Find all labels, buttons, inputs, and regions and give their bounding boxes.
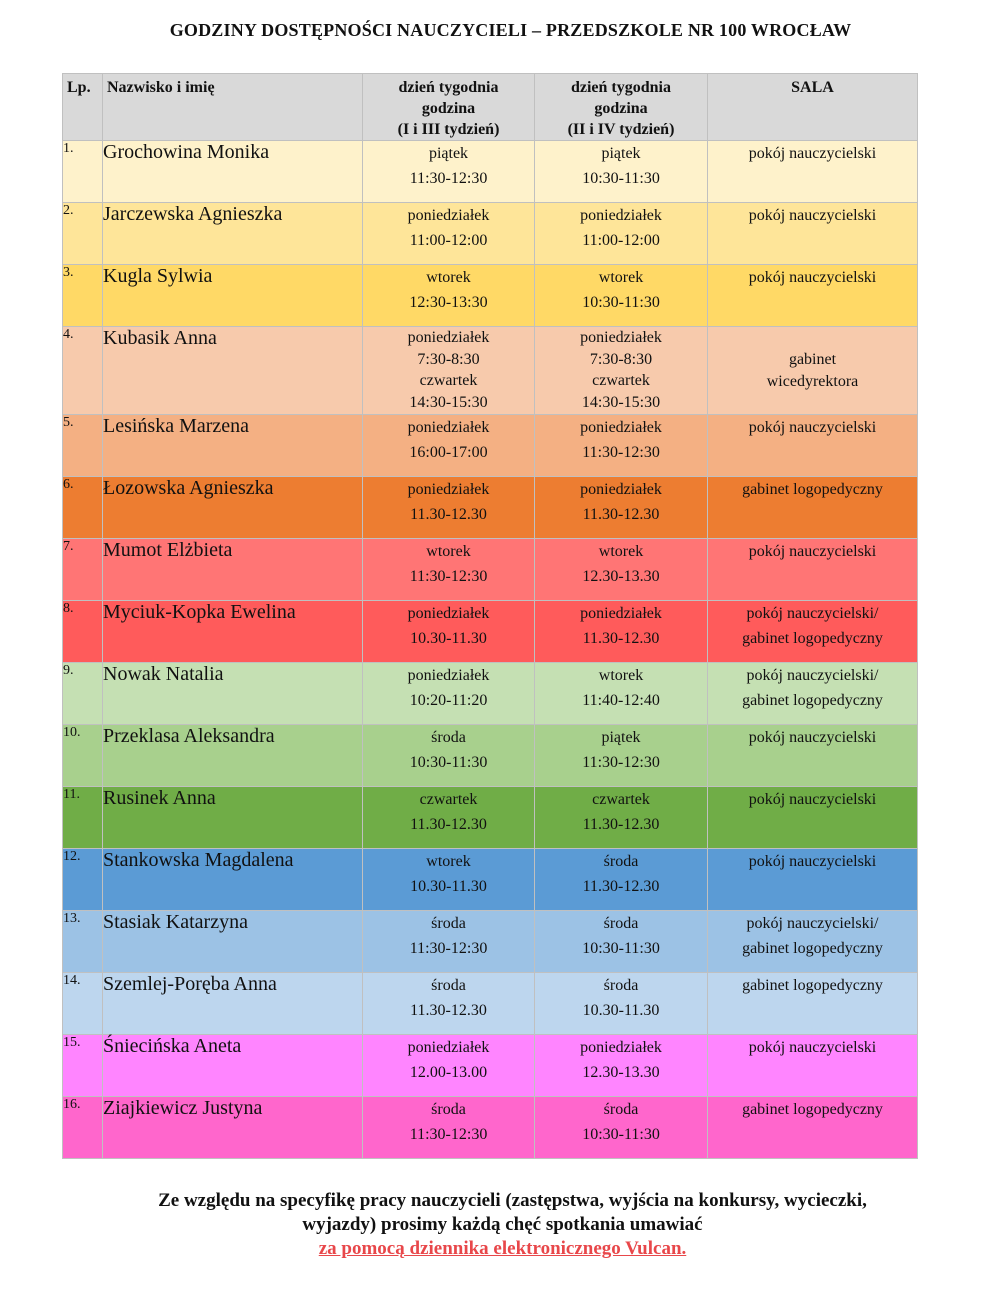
- room-line: gabinet: [788, 350, 837, 368]
- slot-line: poniedziałek: [580, 605, 662, 622]
- slot-week-1-3: [363, 663, 535, 725]
- slot-line: środa: [431, 977, 466, 994]
- slot-week-2-4: [535, 1035, 708, 1097]
- slot-line: 10:30-11:30: [582, 170, 660, 187]
- slot-line: 11:30-12:30: [409, 1126, 488, 1143]
- header-room: SALA: [708, 74, 918, 141]
- table-row: [63, 725, 918, 787]
- header-day1-line: dzień tygodnia: [398, 79, 499, 96]
- slot-line: 11.30-12.30: [410, 816, 487, 833]
- slot-line: poniedziałek: [407, 605, 490, 622]
- teacher-name: Stasiak Katarzyna: [103, 911, 363, 973]
- table-row: [63, 539, 918, 601]
- slot-week-2-4: [535, 725, 708, 787]
- teacher-name: Śniecińska Aneta: [103, 1035, 363, 1097]
- header-day1-line: godzina: [421, 100, 476, 117]
- slot-line: 10:30-11:30: [582, 940, 660, 957]
- table-row: [63, 141, 918, 203]
- slot-line: 14:30-15:30: [409, 393, 488, 411]
- slot-week-2-4: [535, 539, 708, 601]
- room: [708, 1097, 918, 1159]
- row-number: 15.: [63, 1035, 103, 1097]
- page-title: GODZINY DOSTĘPNOŚCI NAUCZYCIELI – PRZEDSZKOLE NR 100 WROCŁAW: [169, 20, 852, 40]
- slot-line: czwartek: [419, 791, 478, 808]
- table-row: [63, 787, 918, 849]
- row-number: 9.: [63, 663, 103, 725]
- room-line: wicedyrektora: [766, 372, 859, 390]
- slot-line: poniedziałek: [407, 329, 490, 346]
- row-number: 3.: [63, 265, 103, 327]
- room: [708, 539, 918, 601]
- slot-line: poniedziałek: [580, 207, 662, 224]
- teacher-name: Stankowska Magdalena: [103, 849, 363, 911]
- slot-week-2-4: [535, 141, 708, 203]
- slot-line: 11:00-12:00: [582, 232, 660, 249]
- slot-line: 7:30-8:30: [589, 350, 653, 368]
- table-row: [63, 849, 918, 911]
- slot-line: poniedziałek: [580, 481, 662, 498]
- table-row: [63, 1035, 918, 1097]
- teacher-name: Szemlej-Poręba Anna: [103, 973, 363, 1035]
- slot-line: środa: [431, 915, 466, 932]
- slot-line: poniedziałek: [407, 419, 490, 436]
- slot-line: 10.30-11.30: [410, 878, 487, 895]
- slot-week-1-3: [363, 327, 535, 415]
- vulcan-link[interactable]: za pomocą dziennika elektronicznego Vulcan.: [318, 1238, 687, 1259]
- row-number: 13.: [63, 911, 103, 973]
- row-number: 6.: [63, 477, 103, 539]
- header-day2-line: dzień tygodnia: [570, 79, 671, 96]
- row-number: 2.: [63, 203, 103, 265]
- room-line: pokój nauczycielski/: [746, 915, 879, 932]
- row-number: 14.: [63, 973, 103, 1035]
- table-row: [63, 973, 918, 1035]
- teacher-name: Kugla Sylwia: [103, 265, 363, 327]
- room-line: gabinet logopedyczny: [742, 481, 883, 498]
- room-line: pokój nauczycielski: [748, 269, 877, 286]
- header-day2-line: godzina: [594, 100, 648, 117]
- room: [708, 477, 918, 539]
- table-row: [63, 1097, 918, 1159]
- slot-week-2-4: [535, 911, 708, 973]
- slot-week-1-3: [363, 539, 535, 601]
- table-row: [63, 203, 918, 265]
- slot-line: piątek: [601, 145, 641, 162]
- room-line: pokój nauczycielski: [748, 853, 877, 870]
- slot-line: poniedziałek: [407, 481, 490, 498]
- teacher-name: Przeklasa Aleksandra: [103, 725, 363, 787]
- slot-line: wtorek: [598, 543, 644, 560]
- slot-line: 11.30-12.30: [582, 816, 660, 833]
- table-header-row: [63, 74, 918, 141]
- table-row: [63, 327, 918, 415]
- slot-week-1-3: [363, 141, 535, 203]
- teacher-name: Mumot Elżbieta: [103, 539, 363, 601]
- slot-week-2-4: [535, 787, 708, 849]
- room-line: pokój nauczycielski/: [746, 605, 879, 622]
- slot-line: 10:30-11:30: [582, 294, 660, 311]
- slot-line: 11:30-12:30: [409, 170, 488, 187]
- teacher-name: Łozowska Agnieszka: [103, 477, 363, 539]
- slot-line: 10.30-11.30: [582, 1002, 660, 1019]
- slot-week-2-4: [535, 477, 708, 539]
- room: [708, 415, 918, 477]
- slot-line: środa: [603, 853, 639, 870]
- slot-line: poniedziałek: [407, 1039, 490, 1056]
- row-number: 4.: [63, 327, 103, 415]
- header-name: Nazwisko i imię: [103, 74, 363, 141]
- room-line: pokój nauczycielski: [748, 207, 877, 224]
- slot-line: 11:30-12:30: [582, 754, 660, 771]
- note-line-2: wyjazdy) prosimy każdą chęć spotkania umawiać: [302, 1214, 703, 1235]
- room: [708, 787, 918, 849]
- slot-line: 7:30-8:30: [417, 350, 480, 368]
- slot-week-1-3: [363, 203, 535, 265]
- room-line: gabinet logopedyczny: [742, 692, 883, 709]
- slot-week-1-3: [363, 849, 535, 911]
- room-line: pokój nauczycielski: [748, 145, 877, 162]
- slot-line: 10.30-11.30: [410, 630, 487, 647]
- room-line: pokój nauczycielski: [748, 543, 877, 560]
- slot-line: piątek: [428, 145, 469, 162]
- slot-line: czwartek: [419, 372, 478, 389]
- slot-line: poniedziałek: [580, 329, 662, 346]
- teacher-name: Myciuk-Kopka Ewelina: [103, 601, 363, 663]
- teacher-name: Rusinek Anna: [103, 787, 363, 849]
- slot-line: 11.30-12.30: [582, 630, 660, 647]
- slot-week-1-3: [363, 725, 535, 787]
- slot-line: 12.00-13.00: [409, 1064, 488, 1081]
- slot-line: poniedziałek: [407, 667, 490, 684]
- room: [708, 601, 918, 663]
- slot-line: wtorek: [598, 667, 644, 684]
- slot-week-1-3: [363, 415, 535, 477]
- slot-line: 11:30-12:30: [409, 568, 488, 585]
- slot-line: 11.30-12.30: [410, 1002, 487, 1019]
- room-line: pokój nauczycielski: [748, 791, 877, 808]
- teacher-name: Ziajkiewicz Justyna: [103, 1097, 363, 1159]
- room-line: pokój nauczycielski: [748, 1039, 877, 1056]
- room: [708, 663, 918, 725]
- slot-week-2-4: [535, 663, 708, 725]
- slot-line: wtorek: [426, 269, 471, 286]
- slot-line: czwartek: [592, 372, 650, 389]
- slot-line: 16:00-17:00: [409, 444, 488, 461]
- slot-line: środa: [603, 1101, 639, 1118]
- room: [708, 911, 918, 973]
- header-day-week-1-3: [363, 74, 535, 141]
- room: [708, 1035, 918, 1097]
- slot-line: środa: [431, 729, 466, 746]
- slot-line: 14:30-15:30: [581, 393, 661, 411]
- slot-week-1-3: [363, 601, 535, 663]
- header-day-week-2-4: [535, 74, 708, 141]
- header-lp: Lp.: [63, 74, 103, 141]
- slot-week-1-3: [363, 477, 535, 539]
- room: [708, 725, 918, 787]
- slot-line: 12.30-13.30: [582, 568, 660, 585]
- slot-week-2-4: [535, 1097, 708, 1159]
- slot-line: 10:30-11:30: [409, 754, 488, 771]
- teacher-name: Jarczewska Agnieszka: [103, 203, 363, 265]
- teacher-name: Kubasik Anna: [103, 327, 363, 415]
- slot-week-2-4: [535, 849, 708, 911]
- slot-line: piątek: [601, 729, 641, 746]
- room: [708, 327, 918, 415]
- slot-line: środa: [603, 915, 639, 932]
- slot-week-2-4: [535, 415, 708, 477]
- slot-line: 11:30-12:30: [409, 940, 488, 957]
- slot-week-1-3: [363, 973, 535, 1035]
- slot-line: wtorek: [426, 543, 471, 560]
- slot-line: 12:30-13:30: [409, 294, 488, 311]
- slot-line: środa: [431, 1101, 466, 1118]
- room: [708, 973, 918, 1035]
- slot-week-1-3: [363, 265, 535, 327]
- slot-week-1-3: [363, 787, 535, 849]
- room-line: gabinet logopedyczny: [742, 1101, 883, 1118]
- table-row: [63, 663, 918, 725]
- slot-week-1-3: [363, 1097, 535, 1159]
- table-row: [63, 477, 918, 539]
- header-day1-line: (I i III tydzień): [397, 121, 500, 138]
- teacher-name: Grochowina Monika: [103, 141, 363, 203]
- slot-line: 10:20-11:20: [409, 692, 488, 709]
- room-line: pokój nauczycielski: [748, 419, 877, 436]
- row-number: 10.: [63, 725, 103, 787]
- slot-week-2-4: [535, 973, 708, 1035]
- row-number: 5.: [63, 415, 103, 477]
- room-line: pokój nauczycielski/: [746, 667, 879, 684]
- room: [708, 141, 918, 203]
- slot-line: 11.30-12.30: [410, 506, 487, 523]
- slot-line: poniedziałek: [580, 1039, 662, 1056]
- slot-week-1-3: [363, 911, 535, 973]
- note-line-1: Ze względu na specyfikę pracy nauczycieli (zastępstwa, wyjścia na konkursy, wycieczki,: [158, 1190, 867, 1211]
- row-number: 12.: [63, 849, 103, 911]
- row-number: 16.: [63, 1097, 103, 1159]
- teacher-name: Lesińska Marzena: [103, 415, 363, 477]
- room: [708, 265, 918, 327]
- slot-line: wtorek: [598, 269, 644, 286]
- slot-line: 11.30-12.30: [582, 878, 660, 895]
- footer-note: [0, 1189, 1005, 1261]
- header-day2-line: (II i IV tydzień): [567, 121, 675, 138]
- teacher-name: Nowak Natalia: [103, 663, 363, 725]
- room-line: pokój nauczycielski: [748, 729, 877, 746]
- slot-line: czwartek: [592, 791, 650, 808]
- room-line: gabinet logopedyczny: [742, 977, 883, 994]
- row-number: 11.: [63, 787, 103, 849]
- room: [708, 849, 918, 911]
- table-row: [63, 415, 918, 477]
- slot-week-2-4: [535, 265, 708, 327]
- room-line: gabinet logopedyczny: [742, 630, 883, 647]
- slot-line: 10:30-11:30: [582, 1126, 660, 1143]
- slot-week-2-4: [535, 601, 708, 663]
- slot-line: 11.30-12.30: [582, 506, 660, 523]
- slot-line: 11:30-12:30: [582, 444, 660, 461]
- slot-week-2-4: [535, 203, 708, 265]
- slot-week-2-4: [535, 327, 708, 415]
- slot-line: poniedziałek: [407, 207, 490, 224]
- room: [708, 203, 918, 265]
- row-number: 7.: [63, 539, 103, 601]
- slot-line: 11:40-12:40: [582, 692, 660, 709]
- slot-week-1-3: [363, 1035, 535, 1097]
- availability-table: [62, 73, 918, 1159]
- room-line: gabinet logopedyczny: [742, 940, 883, 957]
- table-row: [63, 265, 918, 327]
- slot-line: 11:00-12:00: [409, 232, 488, 249]
- row-number: 1.: [63, 141, 103, 203]
- table-row: [63, 601, 918, 663]
- slot-line: poniedziałek: [580, 419, 662, 436]
- row-number: 8.: [63, 601, 103, 663]
- slot-line: 12.30-13.30: [582, 1064, 660, 1081]
- slot-line: wtorek: [426, 853, 471, 870]
- slot-line: środa: [603, 977, 639, 994]
- table-row: [63, 911, 918, 973]
